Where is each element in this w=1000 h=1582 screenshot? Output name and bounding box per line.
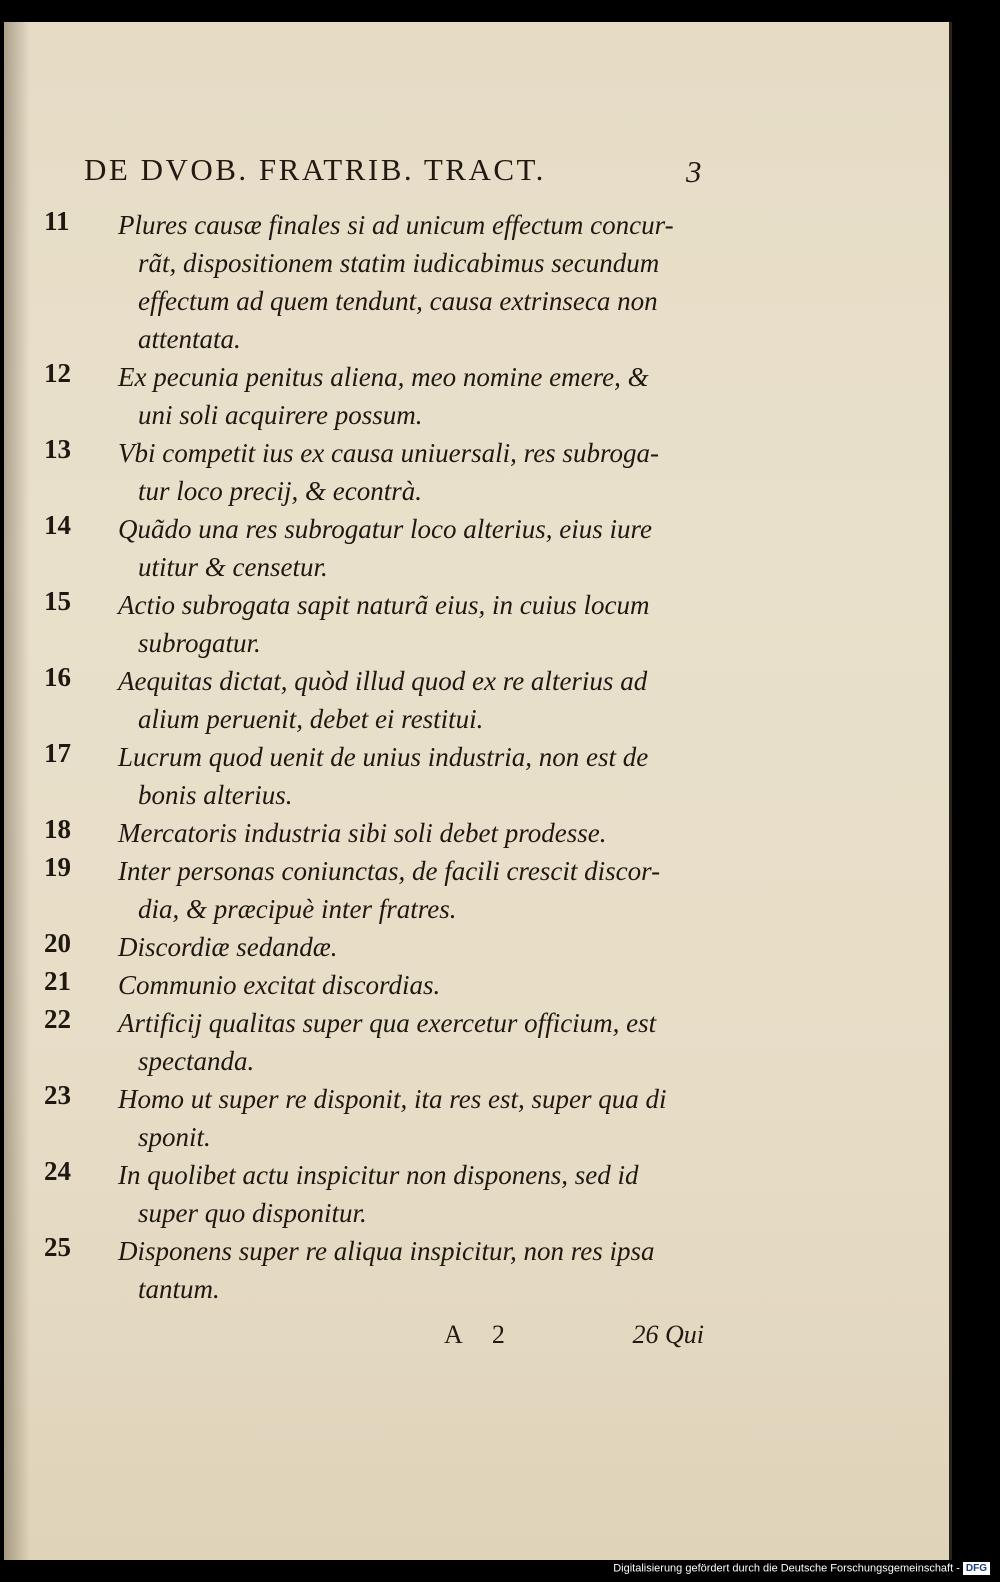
page-number: 3 [686,154,704,189]
summary-entry [44,1156,714,1232]
summary-entry [44,814,714,852]
entry-line: sponit. [138,1122,211,1152]
entry-text [118,1232,698,1308]
summary-entry [44,1004,714,1080]
entry-line: Mercatoris industria sibi soli debet prodesse. [118,818,607,848]
entry-text [118,852,698,928]
running-title: DE DVOB. FRATRIB. TRACT. [84,152,546,187]
entry-number: 12 [44,358,71,388]
summary-entry [44,206,714,358]
entry-number: 13 [44,434,71,464]
entry-line: Actio subrogata sapit naturã eius, in cuius locum [118,590,650,620]
entry-line: Artificij qualitas super qua exercetur officium, est [118,1008,657,1038]
running-header [84,152,704,192]
entry-line: Disponens super re aliqua inspicitur, non res ipsa [118,1236,655,1266]
funding-banner [613,1562,990,1580]
entry-line: dia, & præcipuè inter fratres. [138,894,457,924]
entry-text [118,928,698,966]
entry-line: Plures causæ finales si ad unicum effectum concur- [118,210,674,240]
entry-text [118,738,698,814]
entry-line: Inter personas coniunctas, de facili crescit discor- [118,856,661,886]
summary-entry [44,738,714,814]
summary-entry [44,510,714,586]
summary-entry [44,358,714,434]
entry-line: effectum ad quem tendunt, causa extrinseca non [138,286,658,316]
entry-text [118,1156,698,1232]
entry-line: alium peruenit, debet ei restitui. [138,704,484,734]
entry-number: 25 [44,1232,71,1262]
summary-list [44,206,714,1308]
entry-line: attentata. [138,324,241,354]
entry-line: Lucrum quod uenit de unius industria, non est de [118,742,649,772]
book-page [4,22,952,1560]
entry-text [118,966,698,1004]
entry-line: In quolibet actu inspicitur non disponens, sed id [118,1160,639,1190]
funding-note: Digitalisierung gefördert durch die Deutsche Forschungsgemeinschaft - [613,1562,960,1575]
entry-line: Discordiæ sedandæ. [118,932,338,962]
summary-entry [44,1080,714,1156]
catchword: 26 Qui [632,1320,704,1349]
entry-line: subrogatur. [138,628,261,658]
entry-text [118,510,698,586]
entry-line: Ex pecunia penitus aliena, meo nomine emere, & [118,362,649,392]
entry-number: 21 [44,966,71,996]
dfg-logo: DFG [963,1562,990,1575]
entry-line: tur loco precij, & econtrà. [138,476,422,506]
entry-line: utitur & censetur. [138,552,328,582]
entry-text [118,814,698,852]
entry-line: Aequitas dictat, quòd illud quod ex re alterius ad [118,666,648,696]
summary-entry [44,662,714,738]
summary-entry [44,434,714,510]
entry-text [118,206,698,358]
entry-number: 23 [44,1080,71,1110]
summary-entry [44,1232,714,1308]
entry-line: Communio excitat discordias. [118,970,441,1000]
entry-number: 24 [44,1156,71,1186]
entry-text [118,358,698,434]
entry-text [118,1004,698,1080]
entry-text [118,586,698,662]
summary-entry [44,928,714,966]
entry-text [118,1080,698,1156]
entry-line: spectanda. [138,1046,255,1076]
entry-line: rãt, dispositionem statim iudicabimus secundum [138,248,660,278]
entry-number: 19 [44,852,71,882]
entry-line: bonis alterius. [138,780,293,810]
entry-line: uni soli acquirere possum. [138,400,423,430]
entry-line: Quãdo una res subrogatur loco alterius, eius iure [118,514,652,544]
summary-entry [44,852,714,928]
entry-line: super quo disponitur. [138,1198,367,1228]
entry-number: 17 [44,738,71,768]
entry-number: 16 [44,662,71,692]
signature-mark: A 2 [444,1320,517,1349]
entry-number: 22 [44,1004,71,1034]
entry-line: Homo ut super re disponit, ita res est, super qua di [118,1084,667,1114]
summary-entry [44,966,714,1004]
binding-shadow [4,22,30,1560]
entry-line: tantum. [138,1274,220,1304]
entry-line: Vbi competit ius ex causa uniuersali, res subroga- [118,438,659,468]
entry-number: 15 [44,586,71,616]
page-footer [444,1320,704,1356]
summary-entry [44,586,714,662]
entry-number: 11 [44,206,70,236]
entry-number: 18 [44,814,71,844]
entry-number: 14 [44,510,71,540]
entry-number: 20 [44,928,71,958]
entry-text [118,434,698,510]
entry-text [118,662,698,738]
